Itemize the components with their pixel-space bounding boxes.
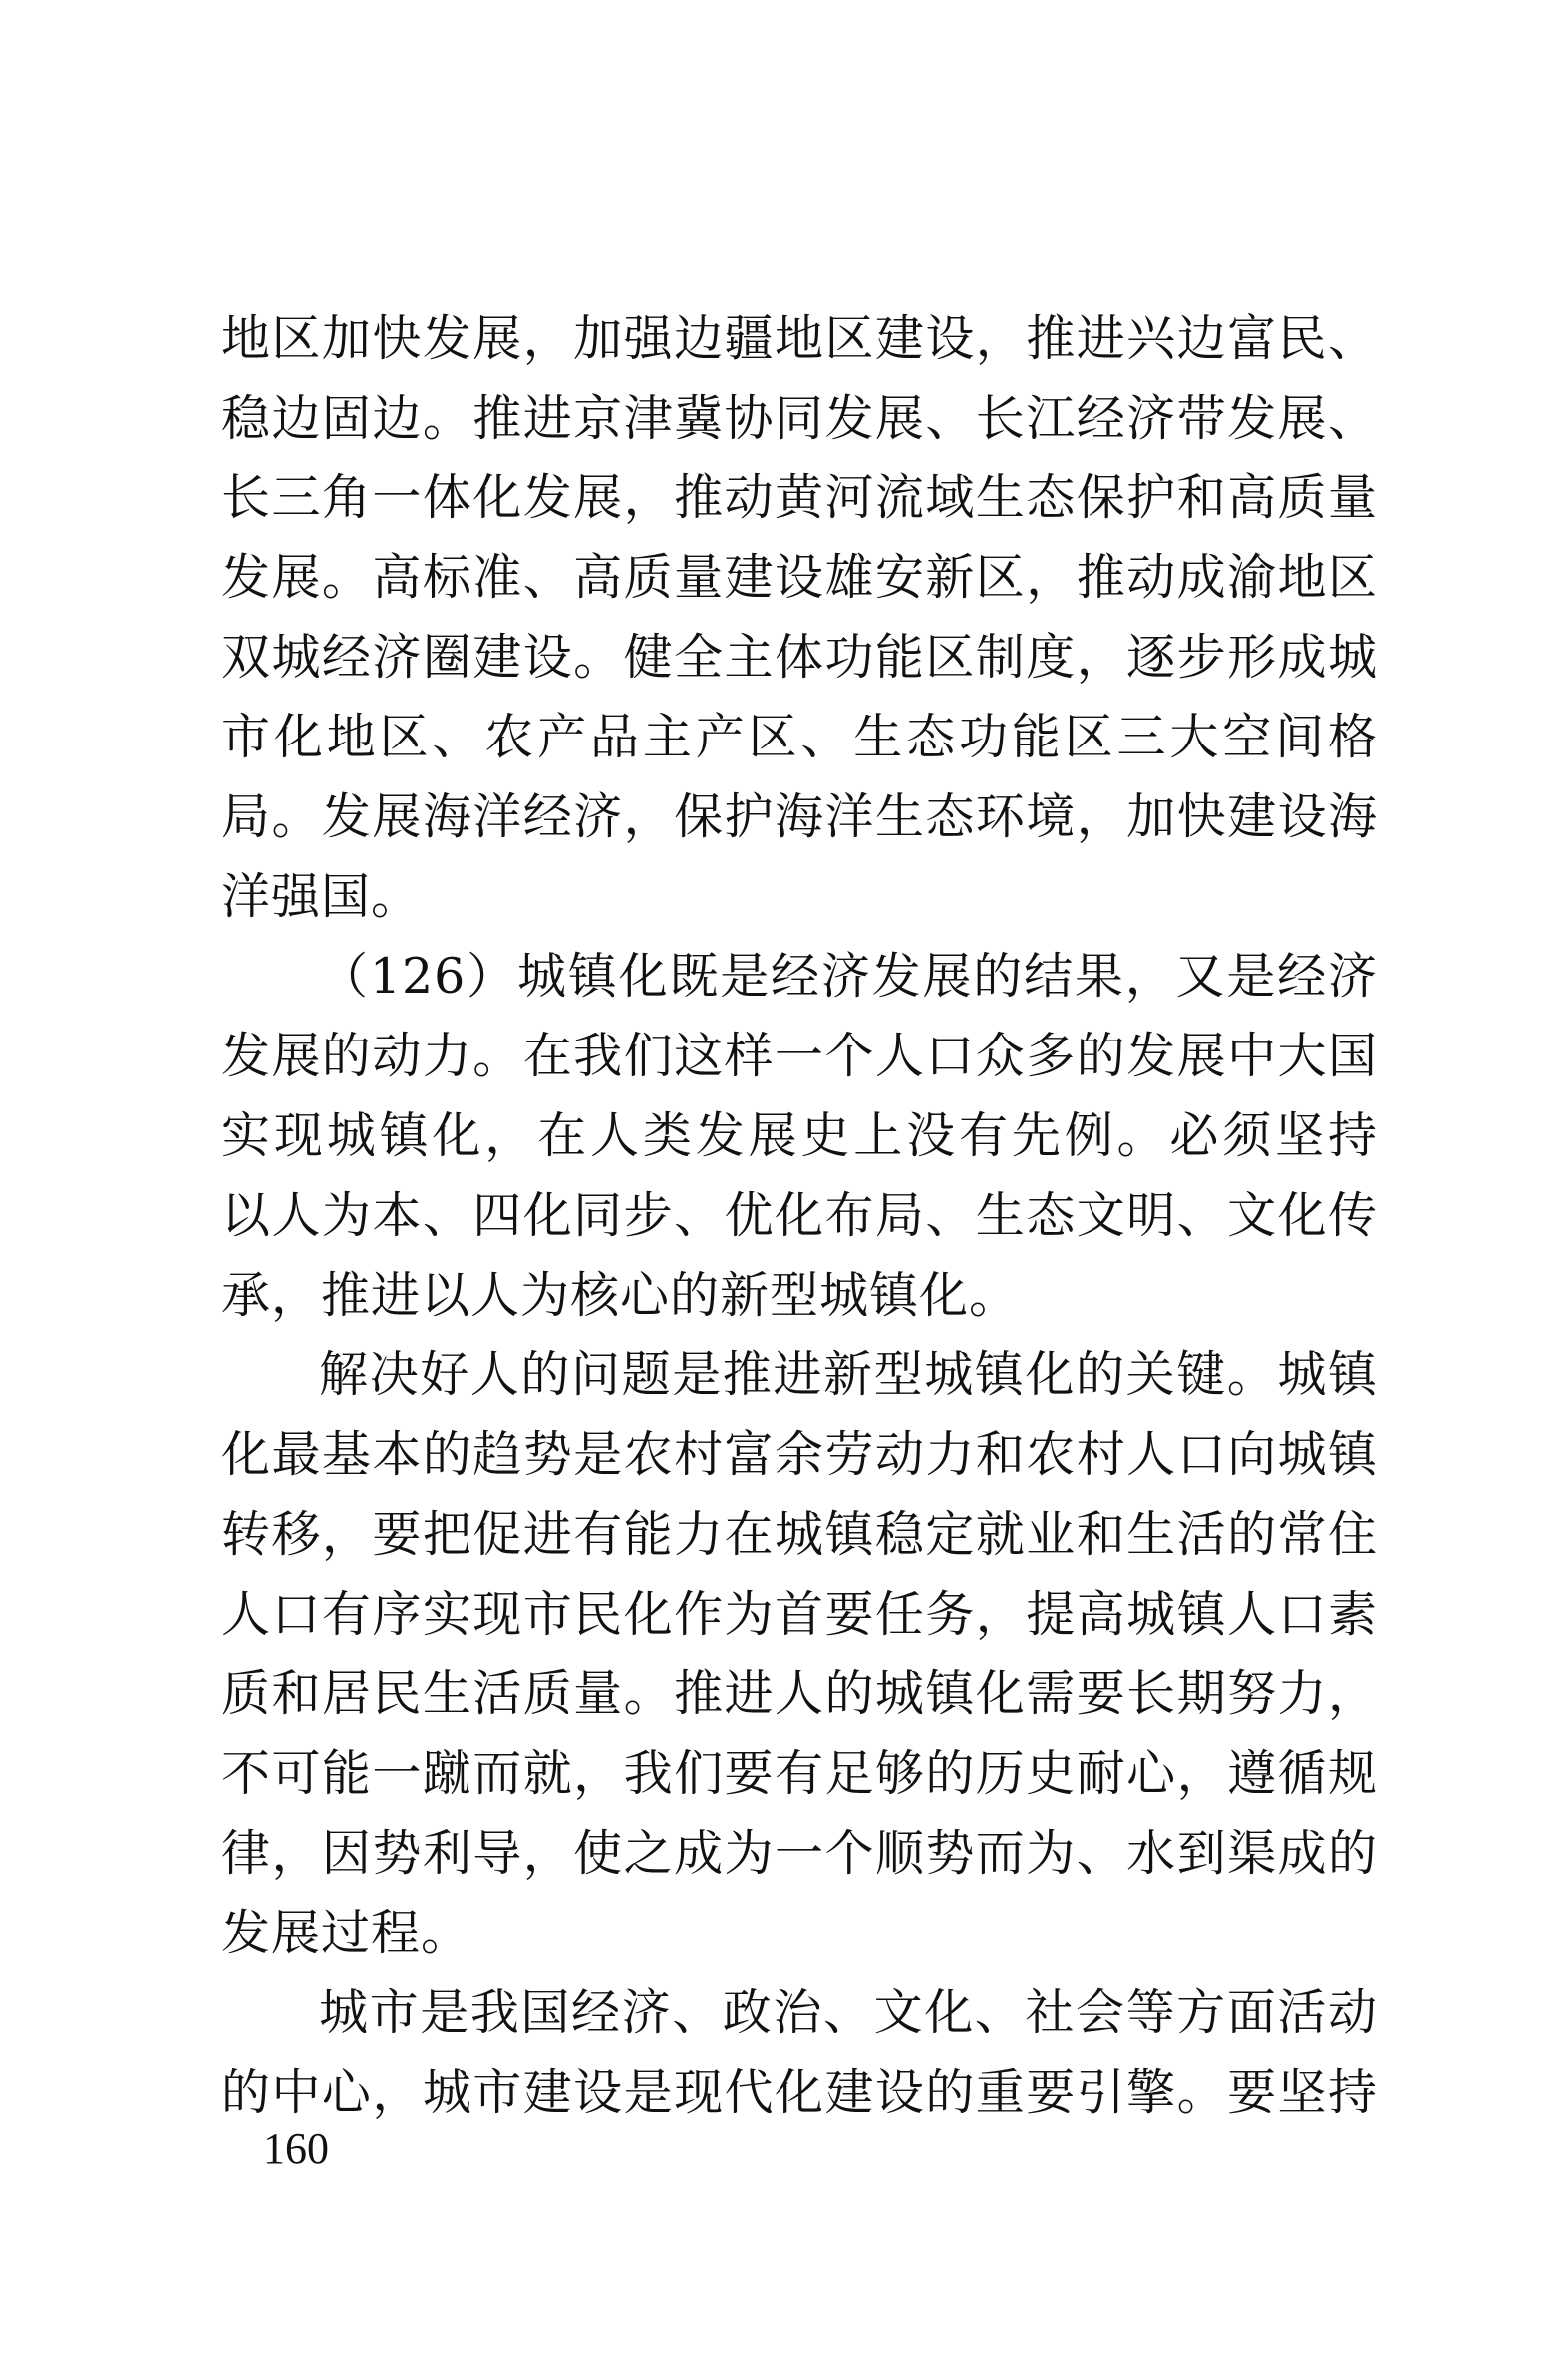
page-number: 160 bbox=[263, 2124, 329, 2173]
paragraph-start-line: 城市是我国经济、政治、文化、社会等方面活动 bbox=[319, 1984, 1378, 2041]
text-line: 局。发展海洋经济，保护海洋生态环境，加快建设海 bbox=[221, 788, 1378, 845]
text-line: 化最基本的趋势是农村富余劳动力和农村人口向城镇 bbox=[221, 1426, 1378, 1483]
text-line: 转移，要把促进有能力在城镇稳定就业和生活的常住 bbox=[221, 1506, 1378, 1563]
text-line: 人口有序实现市民化作为首要任务，提高城镇人口素 bbox=[221, 1586, 1378, 1642]
text-line: 不可能一蹴而就，我们要有足够的历史耐心，遵循规 bbox=[221, 1745, 1378, 1802]
text-line: 地区加快发展，加强边疆地区建设，推进兴边富民、 bbox=[221, 310, 1378, 367]
text-line: 承，推进以人为核心的新型城镇化。 bbox=[221, 1267, 1020, 1324]
text-line: 双城经济圈建设。健全主体功能区制度，逐步形成城 bbox=[221, 629, 1378, 686]
text-line: 发展过程。 bbox=[221, 1905, 471, 1961]
text-line: 的中心，城市建设是现代化建设的重要引擎。要坚持 bbox=[221, 2064, 1378, 2121]
body-text bbox=[221, 299, 1378, 2133]
text-line: 发展。高标准、高质量建设雄安新区，推动成渝地区 bbox=[221, 549, 1378, 606]
text-line: 洋强国。 bbox=[221, 868, 422, 925]
text-line: 实现城镇化，在人类发展史上没有先例。必须坚持 bbox=[221, 1107, 1378, 1164]
text-line: 以人为本、四化同步、优化布局、生态文明、文化传 bbox=[221, 1187, 1378, 1244]
paragraph-start-line: （126）城镇化既是经济发展的结果，又是经济 bbox=[319, 948, 1378, 1005]
text-line: 发展的动力。在我们这样一个人口众多的发展中大国 bbox=[221, 1028, 1378, 1084]
paragraph-start-line: 解决好人的问题是推进新型城镇化的关键。城镇 bbox=[319, 1346, 1378, 1403]
text-line: 市化地区、农产品主产区、生态功能区三大空间格 bbox=[221, 709, 1378, 765]
text-line: 律，因势利导，使之成为一个顺势而为、水到渠成的 bbox=[221, 1825, 1378, 1882]
text-line: 稳边固边。推进京津冀协同发展、长江经济带发展、 bbox=[221, 390, 1378, 446]
text-line: 长三角一体化发展，推动黄河流域生态保护和高质量 bbox=[221, 469, 1378, 526]
text-line: 质和居民生活质量。推进人的城镇化需要长期努力， bbox=[221, 1665, 1378, 1722]
